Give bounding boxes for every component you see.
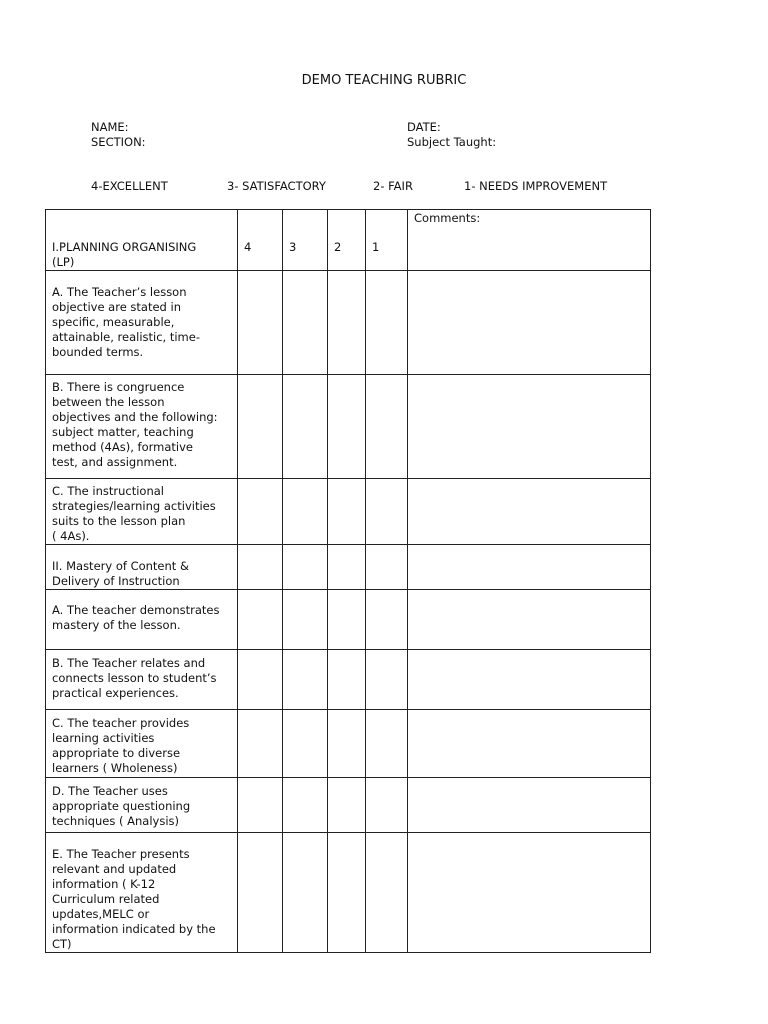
criterion-cell xyxy=(46,710,238,778)
header-criterion: I.PLANNING ORGANISING (LP) xyxy=(52,240,197,269)
criterion-cell xyxy=(46,375,238,479)
section-label: SECTION: xyxy=(91,135,146,149)
rating-cell[interactable] xyxy=(283,271,328,375)
table-row xyxy=(46,545,651,590)
table-row xyxy=(46,271,651,375)
comments-cell[interactable] xyxy=(408,650,651,710)
criterion-text: B. The Teacher relates and connects lesson to student’s practical experiences. xyxy=(52,656,217,700)
rubric-table xyxy=(45,209,651,953)
rating-cell[interactable] xyxy=(366,710,408,778)
comments-label: Comments: xyxy=(414,211,481,225)
header-rating-cell xyxy=(283,210,328,271)
rating-cell[interactable] xyxy=(238,778,283,833)
rating-cell[interactable] xyxy=(238,590,283,650)
rating-cell[interactable] xyxy=(328,590,366,650)
rating-cell[interactable] xyxy=(328,778,366,833)
rating-cell[interactable] xyxy=(283,375,328,479)
rating-cell[interactable] xyxy=(238,833,283,953)
rating-cell[interactable] xyxy=(238,479,283,545)
criterion-cell xyxy=(46,833,238,953)
header-rating-1: 1 xyxy=(372,240,380,254)
rating-cell[interactable] xyxy=(283,833,328,953)
table-row xyxy=(46,650,651,710)
header-criterion-cell xyxy=(46,210,238,271)
rating-cell[interactable] xyxy=(238,375,283,479)
rating-cell[interactable] xyxy=(328,833,366,953)
criterion-cell xyxy=(46,778,238,833)
scale-excellent: 4-EXCELLENT xyxy=(91,179,168,193)
rating-cell[interactable] xyxy=(283,590,328,650)
header-rating-2: 2 xyxy=(334,240,342,254)
table-row xyxy=(46,778,651,833)
rating-cell[interactable] xyxy=(366,778,408,833)
header-comments-cell xyxy=(408,210,651,271)
rating-cell[interactable] xyxy=(328,375,366,479)
rating-cell[interactable] xyxy=(283,650,328,710)
rating-cell[interactable] xyxy=(283,545,328,590)
table-row xyxy=(46,833,651,953)
criterion-text: A. The Teacher’s lesson objective are stated in specific, measurable, attainable, realistic, time- bounded terms. xyxy=(52,285,200,359)
header-rating-cell xyxy=(366,210,408,271)
header-rating-4: 4 xyxy=(244,240,252,254)
criterion-cell xyxy=(46,650,238,710)
rating-cell[interactable] xyxy=(328,479,366,545)
scale-satisfactory: 3- SATISFACTORY xyxy=(227,179,326,193)
subject-taught-label: Subject Taught: xyxy=(407,135,497,149)
comments-cell[interactable] xyxy=(408,778,651,833)
rating-cell[interactable] xyxy=(238,710,283,778)
name-label: NAME: xyxy=(91,120,129,134)
comments-cell[interactable] xyxy=(408,271,651,375)
rating-cell[interactable] xyxy=(366,545,408,590)
table-row xyxy=(46,590,651,650)
table-header-row xyxy=(46,210,651,271)
criterion-text: C. The teacher provides learning activities appropriate to diverse learners ( Wholeness) xyxy=(52,716,190,775)
rating-cell[interactable] xyxy=(366,375,408,479)
comments-cell[interactable] xyxy=(408,375,651,479)
criterion-cell xyxy=(46,590,238,650)
rating-cell[interactable] xyxy=(366,833,408,953)
table-row xyxy=(46,375,651,479)
scale-fair: 2- FAIR xyxy=(373,179,413,193)
criterion-cell xyxy=(46,271,238,375)
table-row xyxy=(46,710,651,778)
rating-cell[interactable] xyxy=(238,271,283,375)
rating-cell[interactable] xyxy=(366,271,408,375)
document-title: DEMO TEACHING RUBRIC xyxy=(301,73,467,88)
header-rating-3: 3 xyxy=(289,240,297,254)
table-row xyxy=(46,479,651,545)
rating-cell[interactable] xyxy=(366,479,408,545)
scale-needs-improvement: 1- NEEDS IMPROVEMENT xyxy=(464,179,608,193)
criterion-cell xyxy=(46,479,238,545)
comments-cell[interactable] xyxy=(408,479,651,545)
rating-cell[interactable] xyxy=(328,650,366,710)
comments-cell[interactable] xyxy=(408,590,651,650)
rating-cell[interactable] xyxy=(328,271,366,375)
comments-cell[interactable] xyxy=(408,710,651,778)
criterion-text: II. Mastery of Content & Delivery of Instruction xyxy=(52,559,189,588)
criterion-cell xyxy=(46,545,238,590)
rating-cell[interactable] xyxy=(283,710,328,778)
criterion-text: C. The instructional strategies/learning activities suits to the lesson plan ( 4As). xyxy=(52,484,216,543)
header-rating-cell xyxy=(328,210,366,271)
rating-cell[interactable] xyxy=(366,590,408,650)
comments-cell[interactable] xyxy=(408,545,651,590)
rating-cell[interactable] xyxy=(283,778,328,833)
comments-cell[interactable] xyxy=(408,833,651,953)
criterion-text: E. The Teacher presents relevant and updated information ( K-12 Curriculum related updates,MELC or information indicated by the CT) xyxy=(52,847,216,951)
header-rating-cell xyxy=(238,210,283,271)
rating-cell[interactable] xyxy=(366,650,408,710)
date-label: DATE: xyxy=(407,120,441,134)
rating-cell[interactable] xyxy=(328,545,366,590)
rating-cell[interactable] xyxy=(238,650,283,710)
criterion-text: D. The Teacher uses appropriate questioning techniques ( Analysis) xyxy=(52,784,191,828)
rating-cell[interactable] xyxy=(238,545,283,590)
rating-cell[interactable] xyxy=(328,710,366,778)
rating-cell[interactable] xyxy=(283,479,328,545)
criterion-text: B. There is congruence between the lesson objectives and the following: subject matter, teaching method (4As), formative test, and assignment. xyxy=(52,380,218,469)
criterion-text: A. The teacher demonstrates mastery of the lesson. xyxy=(52,603,220,632)
